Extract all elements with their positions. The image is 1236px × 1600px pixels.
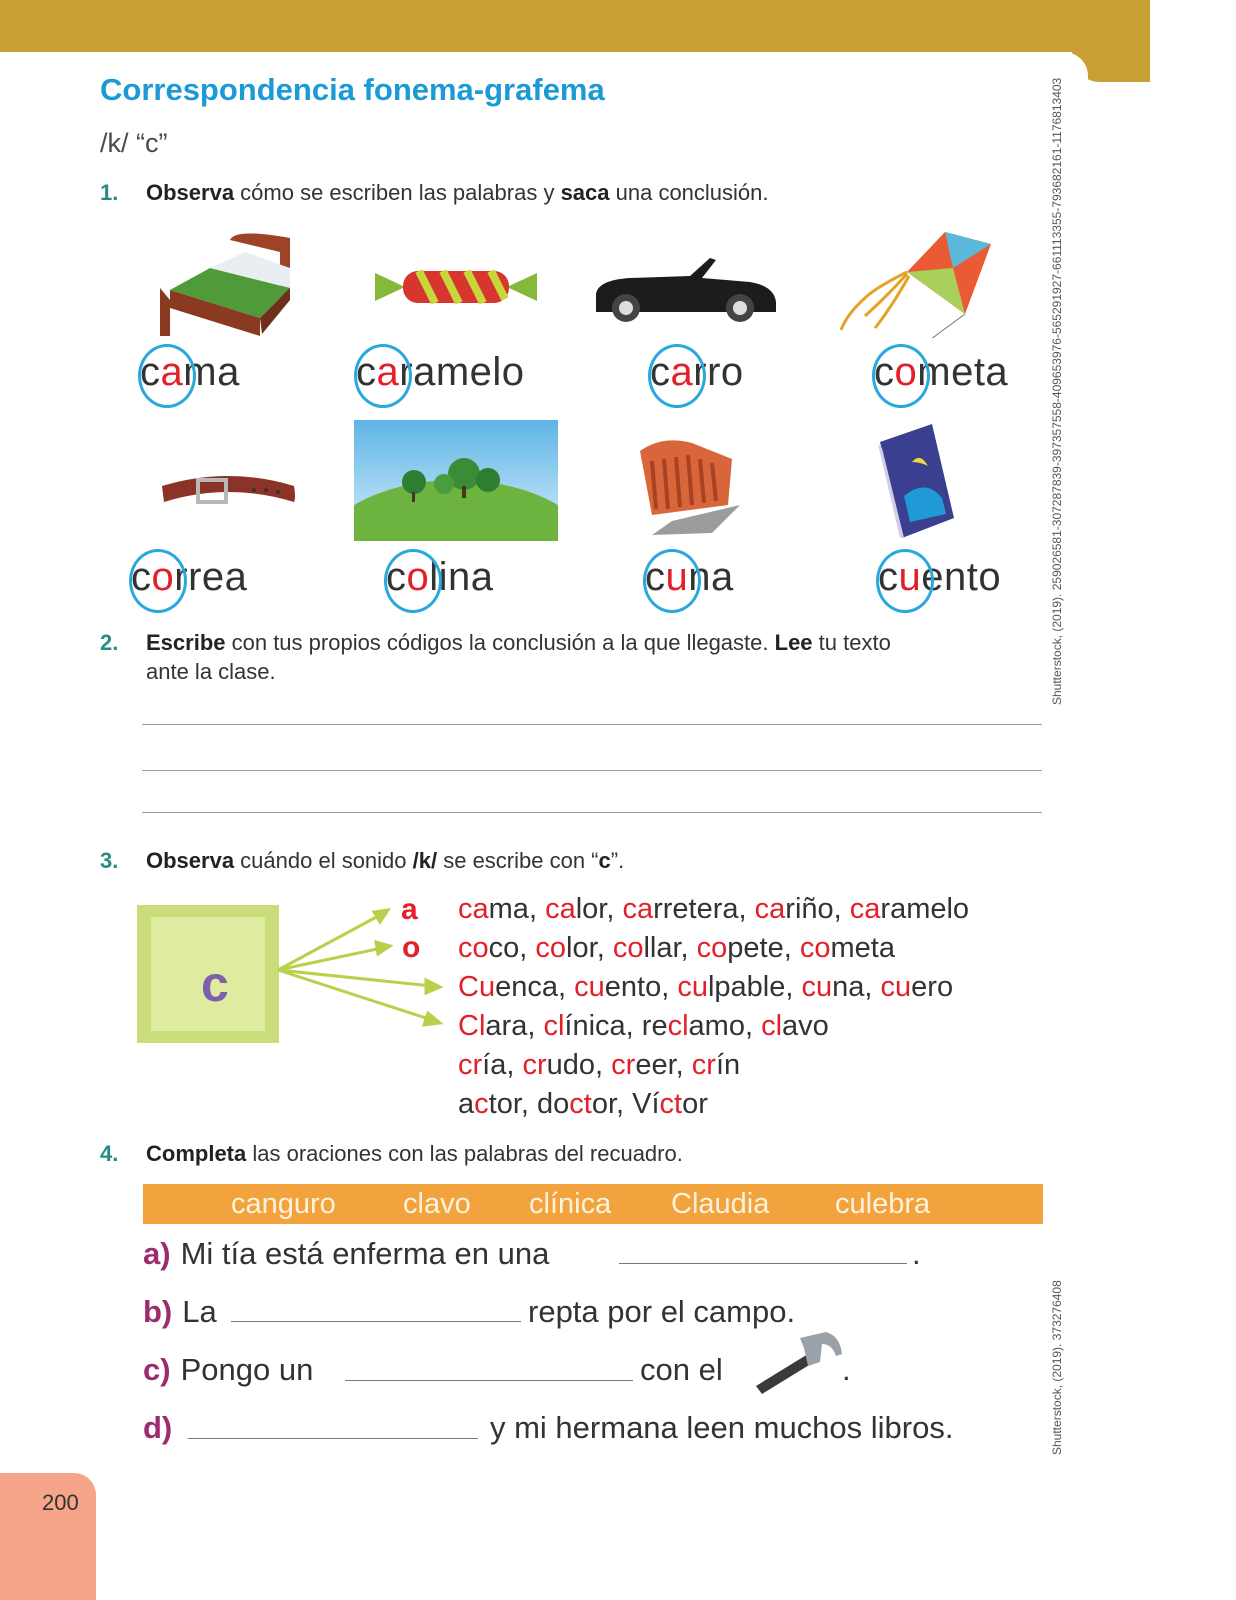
vowel-a: a xyxy=(401,893,418,926)
word-part: pete xyxy=(727,932,784,964)
highlight-letters: a xyxy=(472,893,489,925)
vowel-o: o xyxy=(402,931,421,964)
word-part: ento xyxy=(604,971,662,1003)
sentence-b-end: repta por el campo. xyxy=(528,1294,796,1329)
word-part: ma xyxy=(488,893,529,925)
hammer-icon xyxy=(750,1332,846,1394)
list-word xyxy=(850,893,969,925)
word-part: c xyxy=(458,1049,473,1081)
highlight-letters: a xyxy=(769,893,786,925)
word-part: c xyxy=(535,932,550,964)
sentence-d: d) xyxy=(143,1410,173,1445)
bank-word: clavo xyxy=(403,1187,471,1220)
phoneme-subtitle: /k/ “c” xyxy=(100,128,168,158)
bank-word: Claudia xyxy=(671,1187,770,1220)
separator: , xyxy=(596,932,613,964)
highlight-letters: r xyxy=(706,1049,716,1081)
sentence-c: c) Pongo un xyxy=(143,1352,314,1387)
candy-icon xyxy=(375,265,537,310)
list-word xyxy=(569,1088,616,1120)
word-carro: carro xyxy=(650,350,744,395)
question-number: 2. xyxy=(100,630,119,655)
word-part: c xyxy=(691,1049,707,1081)
image-credit-bottom: Shutterstock, (2019). 373276408 xyxy=(1050,1280,1064,1455)
arrows-diagram xyxy=(270,900,460,1030)
separator: , xyxy=(833,893,850,925)
list-word xyxy=(800,932,895,964)
list-word xyxy=(660,1088,708,1120)
highlight-letters: o xyxy=(627,932,644,964)
blank-b[interactable] xyxy=(231,1321,521,1322)
word-part: tor xyxy=(488,1088,521,1120)
question-2: 2. Escribe con tus propios códigos la conclusión a la que llegaste. Lee tu texto ante la clase. xyxy=(100,630,891,684)
list-word xyxy=(611,1049,676,1081)
separator: , xyxy=(557,971,575,1003)
highlight-letters: a xyxy=(636,893,654,925)
word-part: c xyxy=(574,971,589,1003)
word-part: lpable xyxy=(707,971,786,1003)
word-cuento: cuento xyxy=(878,555,1001,600)
highlight-letters: r xyxy=(536,1049,547,1081)
word-part: ero xyxy=(911,971,954,1003)
highlight-letters: a xyxy=(559,893,576,925)
highlight-letters: o xyxy=(549,932,567,964)
answer-line-2[interactable] xyxy=(142,770,1042,771)
word-part: amo xyxy=(688,1010,745,1042)
word-list-line-2 xyxy=(458,932,895,965)
highlight-letters: r xyxy=(625,1049,636,1081)
bed-icon xyxy=(150,228,300,343)
word-correa: correa xyxy=(131,555,247,600)
highlight-letters: t xyxy=(674,1088,683,1120)
highlight-letters: l xyxy=(682,1010,689,1042)
word-list-line-6 xyxy=(458,1088,708,1121)
word-part: lor xyxy=(575,893,607,925)
highlight-letters: u xyxy=(691,971,708,1003)
word-cometa: cometa xyxy=(874,350,1008,395)
blank-a[interactable] xyxy=(619,1263,907,1264)
list-word xyxy=(522,1049,595,1081)
word-part: rretera xyxy=(653,893,739,925)
word-part: a xyxy=(458,1088,475,1120)
word-part: na xyxy=(832,971,865,1003)
word-part: c xyxy=(849,893,865,925)
car-icon xyxy=(590,250,780,325)
word-part: c xyxy=(545,893,560,925)
separator: , Ví xyxy=(616,1088,660,1120)
question-number: 1. xyxy=(100,180,119,205)
kite-icon xyxy=(835,228,995,338)
list-word xyxy=(677,971,785,1003)
word-part: enca xyxy=(495,971,558,1003)
highlight-letters: o xyxy=(711,932,728,964)
separator: , xyxy=(606,893,623,925)
word-part: c xyxy=(522,1049,537,1081)
word-part: c xyxy=(659,1088,675,1120)
word-list-line-5 xyxy=(458,1049,740,1082)
separator: , xyxy=(506,1049,523,1081)
vowel-ring xyxy=(129,549,187,613)
separator: , re xyxy=(625,1010,668,1042)
word-part: or xyxy=(591,1088,617,1120)
separator: , xyxy=(864,971,881,1003)
storybook-icon xyxy=(876,422,958,540)
belt-icon xyxy=(158,468,298,510)
word-part: co xyxy=(488,932,520,964)
word-part: ín xyxy=(715,1049,741,1081)
highlight-letters: t xyxy=(583,1088,592,1120)
word-part: c xyxy=(611,1049,626,1081)
word-part: or xyxy=(682,1088,708,1120)
list-word xyxy=(458,932,519,964)
word-part: C xyxy=(458,971,479,1003)
vowel-ring xyxy=(876,549,934,613)
word-part: C xyxy=(458,1010,479,1042)
separator: , xyxy=(675,1049,692,1081)
highlight-letters: a xyxy=(864,893,881,925)
list-word xyxy=(755,893,834,925)
list-word xyxy=(802,971,865,1003)
separator: , do xyxy=(520,1088,570,1120)
word-colina: colina xyxy=(386,555,494,600)
bank-word: culebra xyxy=(835,1187,931,1220)
word-part: c xyxy=(612,932,628,964)
question-number: 4. xyxy=(100,1141,119,1166)
highlight-letters: l xyxy=(557,1010,565,1042)
vowel-ring xyxy=(872,344,930,408)
cradle-icon xyxy=(632,435,744,535)
highlight-letters: l xyxy=(478,1010,486,1042)
word-part: c xyxy=(880,971,896,1003)
section-title: Correspondencia fonema-grafema xyxy=(100,72,605,107)
word-part: ínica xyxy=(564,1010,626,1042)
sentence-a: a) Mi tía está enferma en una xyxy=(143,1236,550,1271)
word-part: avo xyxy=(782,1010,829,1042)
word-part: c xyxy=(696,932,712,964)
letter-c-box-inner xyxy=(151,917,265,1031)
list-word xyxy=(613,932,681,964)
question-4: 4. Completa las oraciones con las palabras del recuadro. xyxy=(100,1141,683,1166)
question-1: 1. Observa cómo se escriben las palabras y saca una conclusión. xyxy=(100,180,769,205)
answer-line-1[interactable] xyxy=(142,724,1042,725)
list-word xyxy=(881,971,954,1003)
word-part: ía xyxy=(482,1049,507,1081)
vowel-ring xyxy=(643,549,701,613)
list-word xyxy=(761,1010,829,1042)
image-credit-top: Shutterstock, (2019). 259026581-307287839-397357558-409653976-565291927-661113355-793682161-1176813403 xyxy=(1050,77,1064,705)
separator: , xyxy=(519,932,536,964)
separator: , xyxy=(527,1010,544,1042)
list-word xyxy=(458,1010,527,1042)
list-word xyxy=(692,1049,740,1081)
list-word xyxy=(668,1010,745,1042)
word-part: c xyxy=(761,1010,776,1042)
word-part: meta xyxy=(830,932,895,964)
highlight-letters: l xyxy=(775,1010,783,1042)
word-caramelo: caramelo xyxy=(356,350,525,395)
bank-word: canguro xyxy=(231,1187,336,1220)
question-number: 3. xyxy=(100,848,119,873)
list-word xyxy=(458,1049,506,1081)
word-part: c xyxy=(543,1010,558,1042)
list-word xyxy=(545,893,606,925)
word-part: c xyxy=(754,893,770,925)
sentence-c-mid: con el xyxy=(640,1352,723,1387)
separator: , xyxy=(785,971,802,1003)
word-part: lor xyxy=(566,932,597,964)
highlight-letters: u xyxy=(895,971,912,1003)
word-part: ramelo xyxy=(880,893,970,925)
letter-c: c xyxy=(201,956,229,1012)
hill-icon xyxy=(354,420,558,541)
word-part: udo xyxy=(546,1049,596,1081)
highlight-letters: u xyxy=(478,971,496,1003)
list-word xyxy=(458,1088,521,1120)
bank-word: clínica xyxy=(529,1187,612,1220)
highlight-letters: c xyxy=(474,1088,489,1120)
highlight-letters: o xyxy=(814,932,831,964)
word-cama: cama xyxy=(140,350,240,395)
word-part: llar xyxy=(643,932,681,964)
word-bank xyxy=(143,1184,1043,1224)
highlight-letters: r xyxy=(472,1049,483,1081)
word-part: eer xyxy=(635,1049,676,1081)
word-cuna: cuna xyxy=(645,555,734,600)
word-part: c xyxy=(569,1088,584,1120)
separator: , xyxy=(528,893,546,925)
blank-c[interactable] xyxy=(345,1380,633,1381)
question-3: 3. Observa cuándo el sonido /k/ se escribe con “c”. xyxy=(100,848,625,873)
sentence-b: b) La xyxy=(143,1294,217,1329)
sentence-a-end: . xyxy=(912,1236,921,1271)
separator: , xyxy=(661,971,678,1003)
word-part: c xyxy=(667,1010,683,1042)
word-part: c xyxy=(677,971,692,1003)
word-part: c xyxy=(622,893,637,925)
word-part: c xyxy=(458,932,473,964)
vowel-ring xyxy=(384,549,442,613)
list-word xyxy=(697,932,784,964)
page-number: 200 xyxy=(42,1490,79,1515)
sentence-d-end: y mi hermana leen muchos libros. xyxy=(490,1410,954,1445)
list-word xyxy=(458,893,529,925)
word-part: c xyxy=(799,932,815,964)
vowel-ring xyxy=(648,344,706,408)
separator: , xyxy=(595,1049,612,1081)
separator: , xyxy=(738,893,755,925)
word-part: ara xyxy=(485,1010,528,1042)
word-part: riño xyxy=(785,893,834,925)
list-word xyxy=(535,932,596,964)
answer-line-3[interactable] xyxy=(142,812,1042,813)
word-part: c xyxy=(458,893,473,925)
sentence-c-end: . xyxy=(842,1352,851,1387)
highlight-letters: u xyxy=(588,971,605,1003)
vowel-ring xyxy=(138,344,196,408)
highlight-letters: u xyxy=(816,971,833,1003)
word-part: c xyxy=(801,971,816,1003)
list-word xyxy=(543,1010,625,1042)
word-list-line-3 xyxy=(458,971,953,1004)
list-word xyxy=(574,971,661,1003)
word-list-line-4 xyxy=(458,1010,829,1043)
top-decorative-band xyxy=(0,0,1150,52)
list-word xyxy=(458,971,558,1003)
highlight-letters: o xyxy=(472,932,489,964)
blank-d[interactable] xyxy=(188,1438,478,1439)
separator: , xyxy=(783,932,800,964)
letter-c-box xyxy=(137,905,279,1043)
list-word xyxy=(622,893,738,925)
vowel-ring xyxy=(354,344,412,408)
word-list-line-1 xyxy=(458,893,969,926)
separator: , xyxy=(680,932,697,964)
separator: , xyxy=(744,1010,762,1042)
